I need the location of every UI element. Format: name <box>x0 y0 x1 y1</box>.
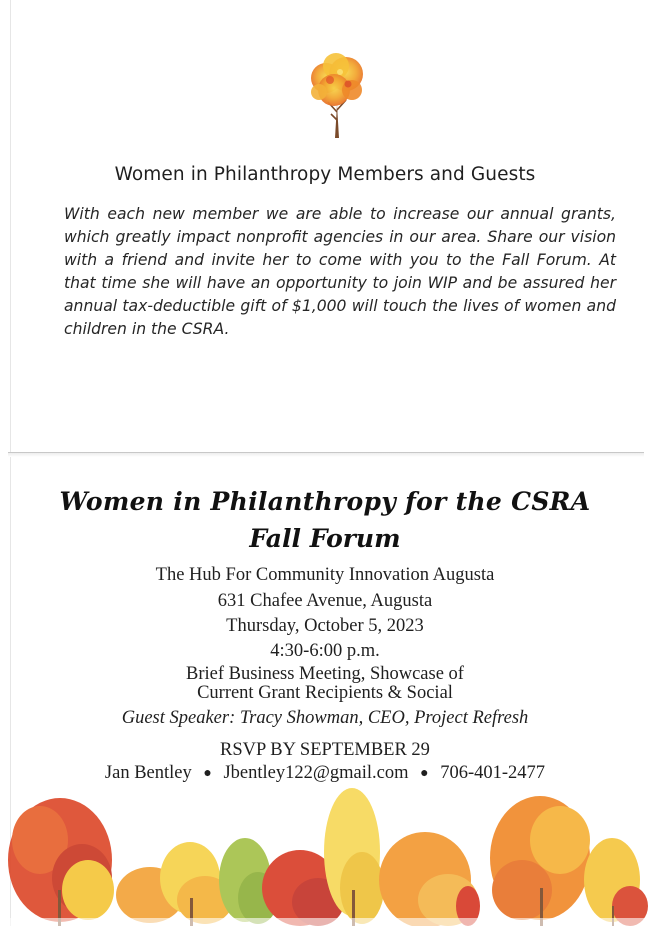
autumn-treeline-illustration <box>0 780 650 926</box>
event-address: 631 Chafee Avenue, Augusta <box>217 591 433 611</box>
autumn-tree-icon <box>304 50 370 142</box>
event-agenda-line2: Current Grant Recipients & Social <box>197 683 453 703</box>
bullet-separator: ● <box>420 766 429 781</box>
event-subtitle: Fall Forum <box>249 524 401 553</box>
contact-phone[interactable]: 706-401-2477 <box>440 763 546 783</box>
event-time: 4:30-6:00 p.m. <box>270 641 380 661</box>
event-date: Thursday, October 5, 2023 <box>226 616 424 636</box>
event-agenda-line1: Brief Business Meeting, Showcase of <box>186 664 464 684</box>
fold-shadow <box>8 453 644 457</box>
event-title: Women in Philanthropy for the CSRA <box>59 487 591 516</box>
members-heading: Women in Philanthropy Members and Guests <box>114 164 536 185</box>
event-venue: The Hub For Community Innovation Augusta <box>155 565 495 585</box>
members-paragraph: With each new member we are able to increase our annual grants, which greatly impact nonprofit agencies in our area. Share our vision with a friend and invite her to come with you to the Fall Forum. At that time she will have an opportunity to join WIP and be assured her annual tax-deductible gift of $1,000 will touch the lives of women and children in the CSRA. <box>64 205 616 338</box>
contact-name: Jan Bentley <box>104 763 192 783</box>
rsvp-deadline: RSVP BY SEPTEMBER 29 <box>220 740 430 760</box>
bullet-separator: ● <box>203 766 212 781</box>
guest-speaker: Guest Speaker: Tracy Showman, CEO, Project Refresh <box>121 708 529 728</box>
contact-email[interactable]: Jbentley122@gmail.com <box>223 763 409 783</box>
